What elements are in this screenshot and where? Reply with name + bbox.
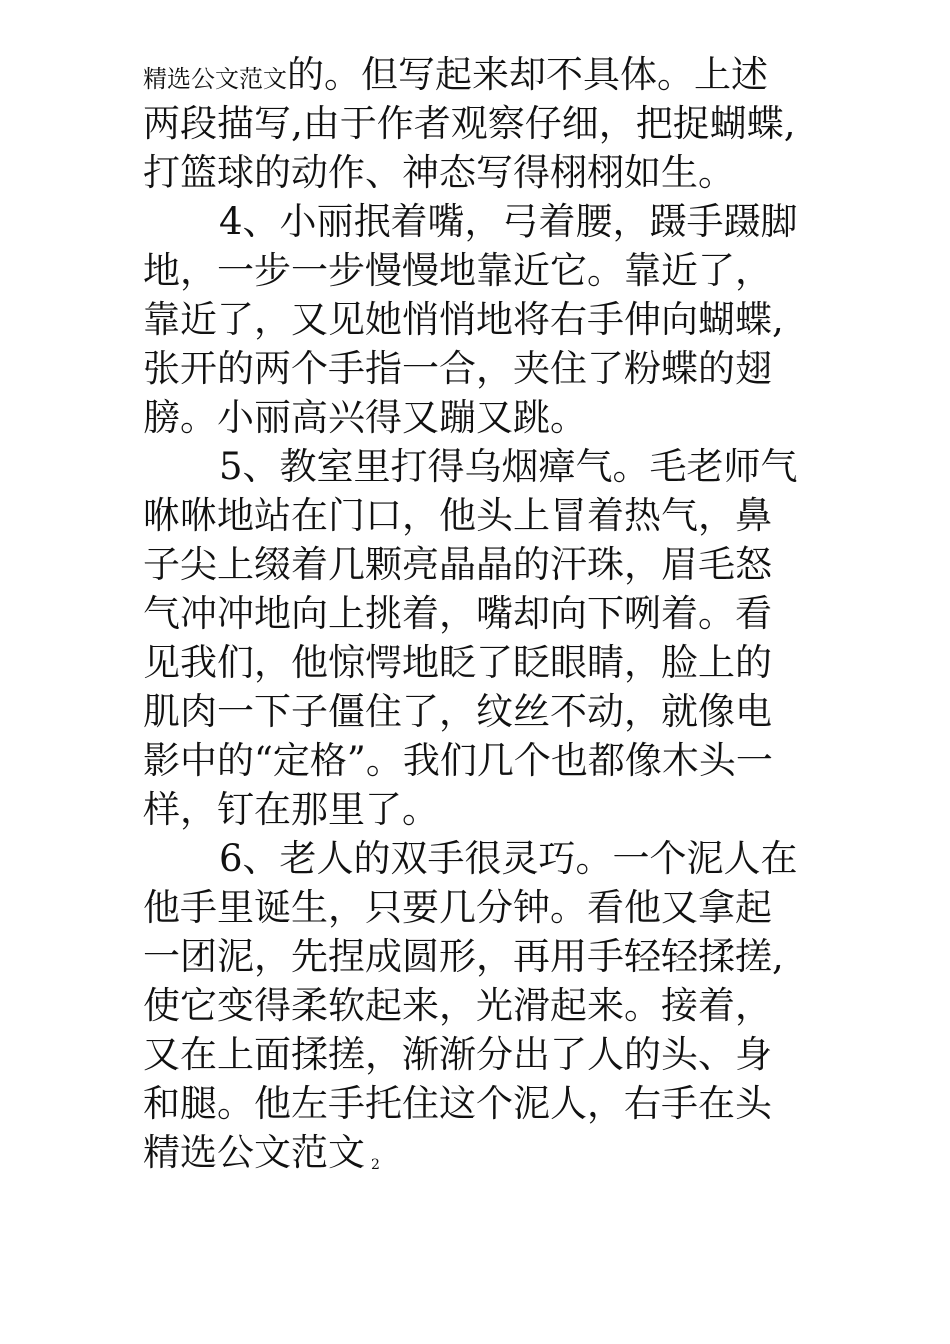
footer-label: 精选公文范文 xyxy=(143,1131,365,1174)
text-line: 打篮球的动作、神态写得栩栩如生。 xyxy=(143,151,735,194)
body-text xyxy=(143,50,823,1177)
text-line: 张开的两个手指一合，夹住了粉蝶的翅 xyxy=(143,347,772,390)
text-line: 样，钉在那里了。 xyxy=(143,788,439,831)
text-line: 两段描写,由于作者观察仔细，把捉蝴蝶, xyxy=(143,102,796,145)
text-line: 影中的“定格”。我们几个也都像木头一 xyxy=(143,739,773,782)
header-label: 精选公文范文 xyxy=(143,65,287,93)
text-line: 和腿。他左手托住这个泥人，右手在头 xyxy=(143,1082,772,1125)
text-line: 地，一步一步慢慢地靠近它。靠近了， xyxy=(143,249,772,292)
text-line: 见我们，他惊愕地眨了眨眼睛，脸上的 xyxy=(143,641,772,684)
text-line: 他手里诞生，只要几分钟。看他又拿起 xyxy=(143,886,772,929)
text-line: 使它变得柔软起来，光滑起来。接着， xyxy=(143,984,772,1027)
text-line xyxy=(143,50,823,99)
text-line: 靠近了，又见她悄悄地将右手伸向蝴蝶, xyxy=(143,298,784,341)
text-line: 子尖上缀着几颗亮晶晶的汗珠，眉毛怒 xyxy=(143,543,772,586)
text-line: 又在上面揉搓，渐渐分出了人的头、身 xyxy=(143,1033,772,1076)
text-line: 膀。小丽高兴得又蹦又跳。 xyxy=(143,396,587,439)
paragraph-6-start: 6、老人的双手很灵巧。一个泥人在 xyxy=(219,837,798,880)
footer-line xyxy=(143,1128,823,1177)
paragraph-5-start: 5、教室里打得乌烟瘴气。毛老师气 xyxy=(219,445,798,488)
text-line: 一团泥，先捏成圆形，再用手轻轻揉搓, xyxy=(143,935,784,978)
page-number: 2 xyxy=(371,1157,380,1173)
paragraph-4-start: 4、小丽抿着嘴，弓着腰，蹑手蹑脚 xyxy=(219,200,798,243)
text-line: 咻咻地站在门口，他头上冒着热气，鼻 xyxy=(143,494,772,537)
text-line: 气冲冲地向上挑着，嘴却向下咧着。看 xyxy=(143,592,772,635)
text-line-content: 的。但写起来却不具体。上述 xyxy=(287,53,768,96)
text-line: 肌肉一下子僵住了，纹丝不动，就像电 xyxy=(143,690,772,733)
